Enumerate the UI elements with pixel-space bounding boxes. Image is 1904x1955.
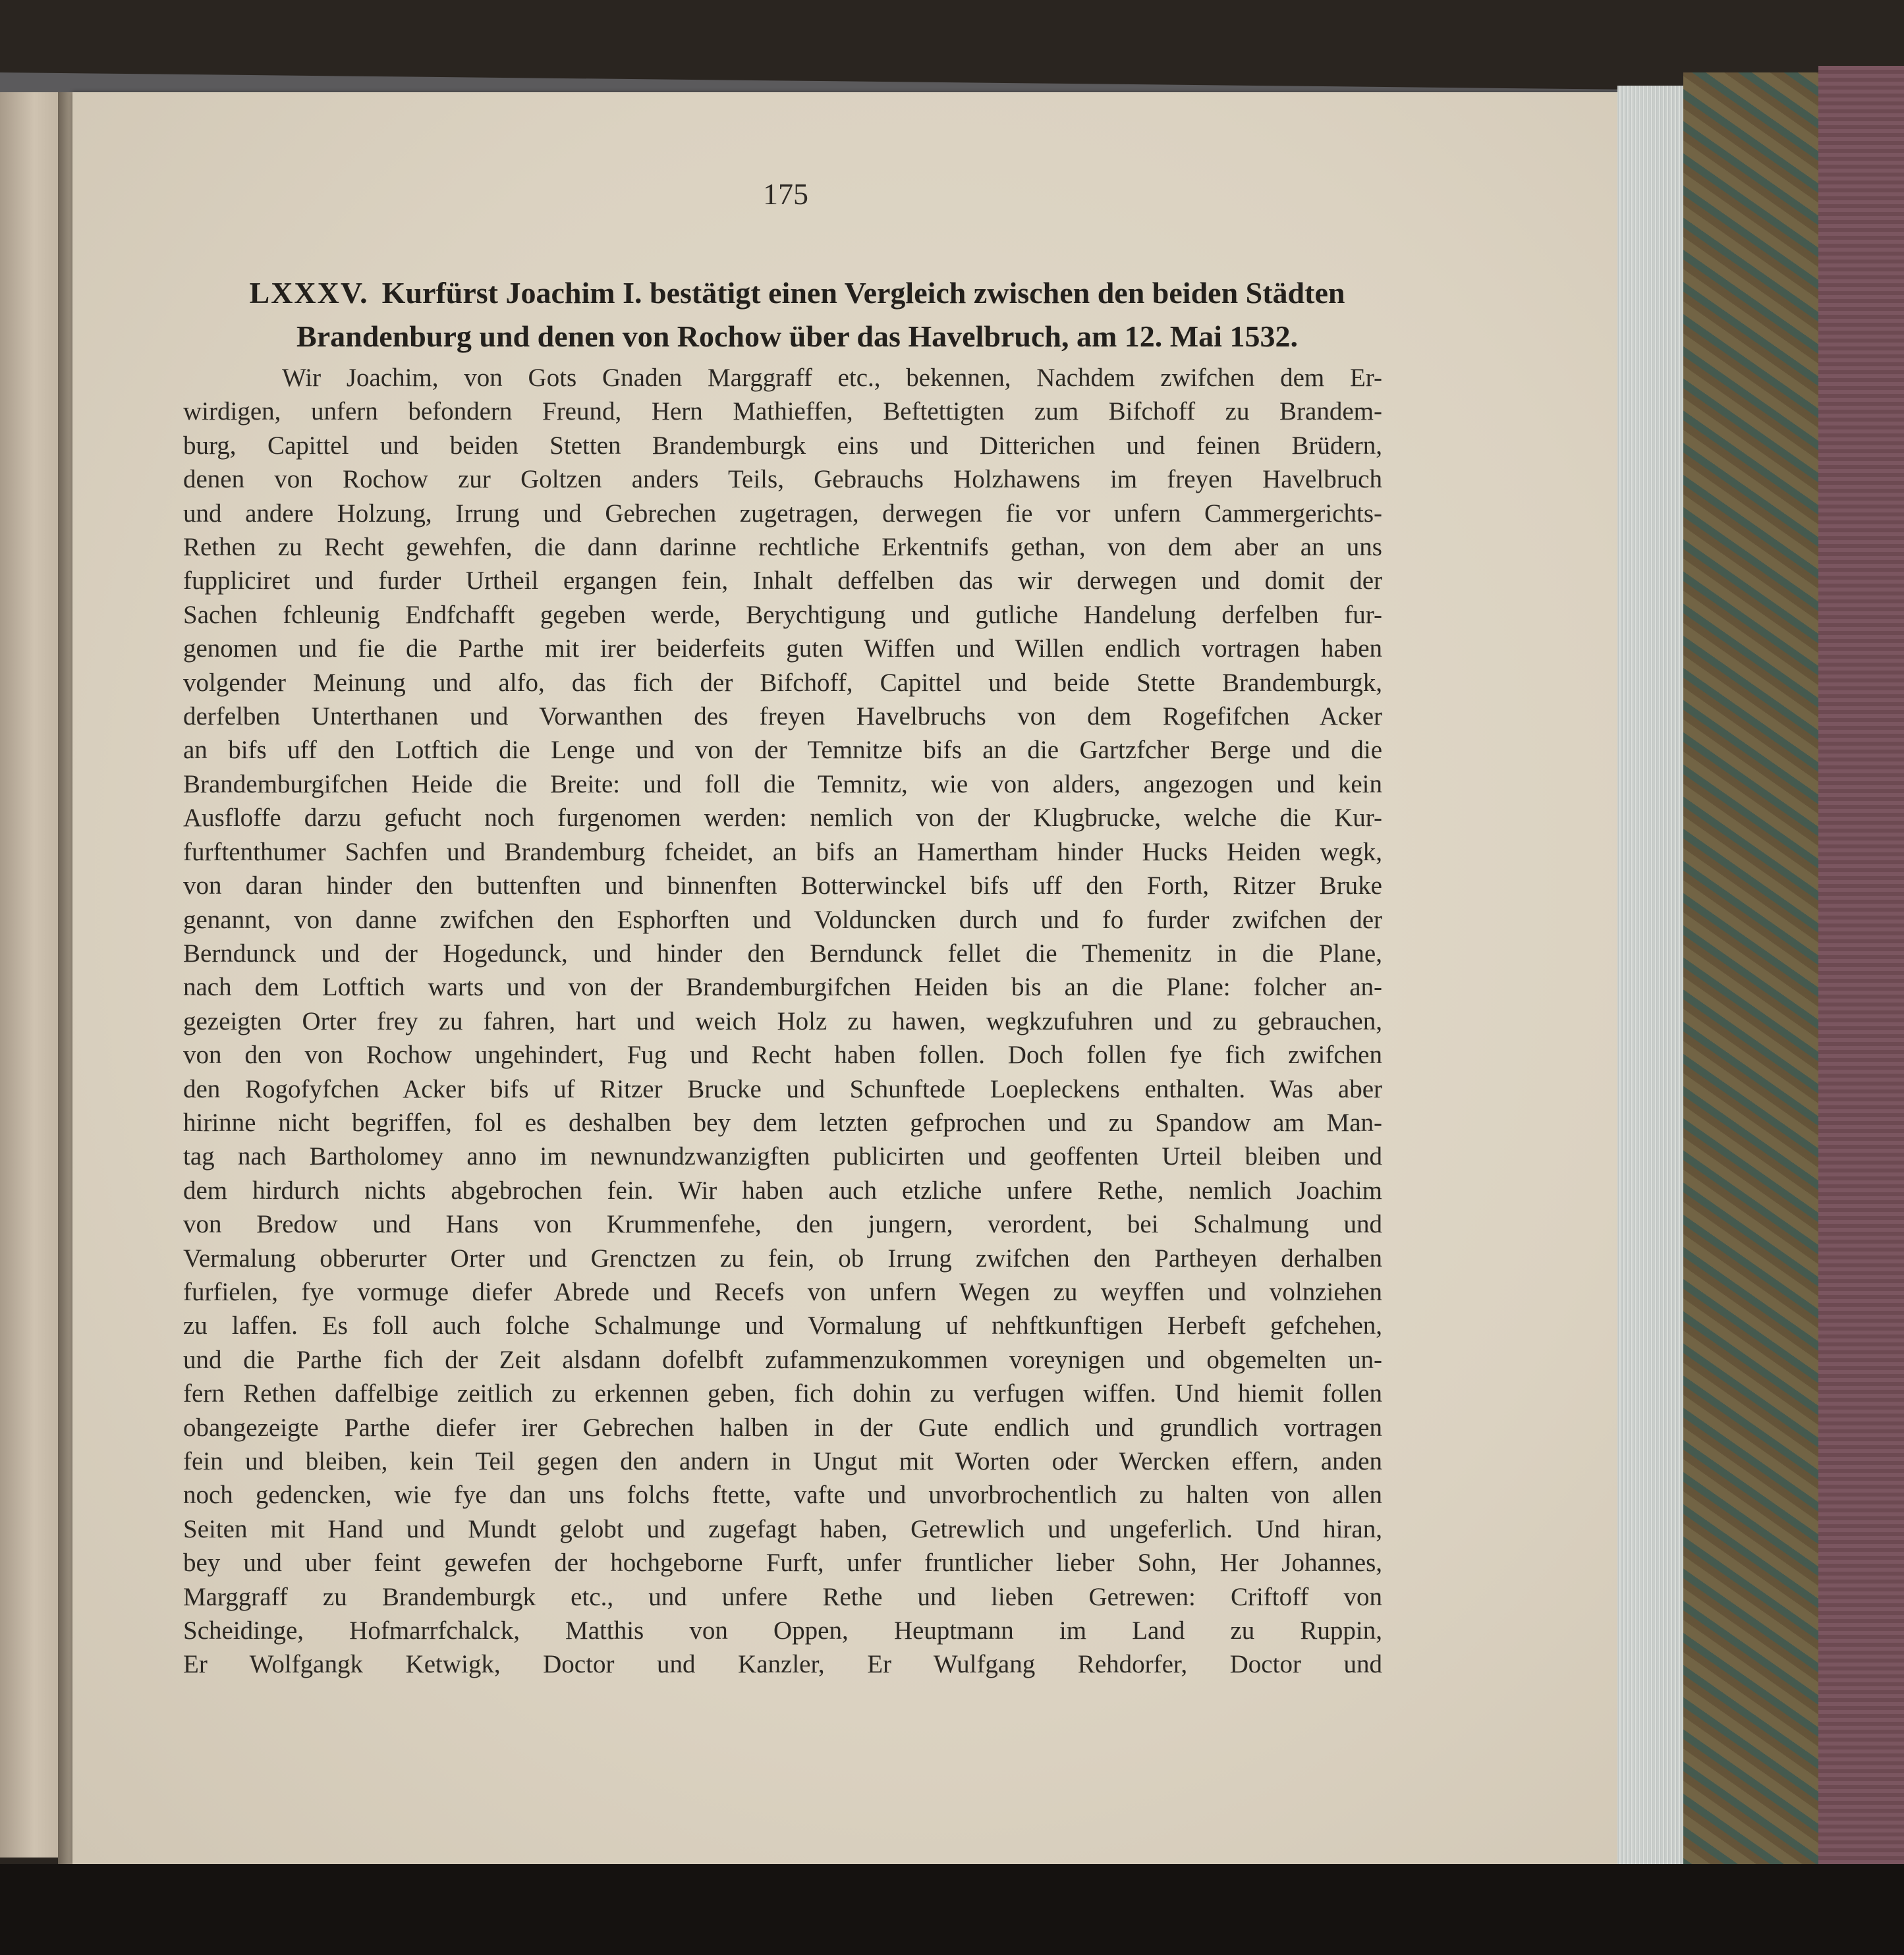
text-line: denen von Rochow zur Goltzen anders Teils, Gebrauchs Holzhawens im freyen Havelbruch [183,465,1382,494]
text-line: dem hirdurch nichts abgebrochen fein. Wir haben auch etzliche unfere Rethe, nemlich Joachim [183,1176,1382,1205]
book-boards [1818,66,1904,1884]
text-line: noch gedencken, wie fye dan uns folchs ftette, vafte und unvorbrochentlich zu halten von allen [183,1481,1382,1510]
text-line: an bifs uff den Lotftich die Lenge und von der Temnitze bifs an die Gartzfcher Berge und die [183,736,1382,765]
background-table [0,1864,1904,1955]
text-line: bey und uber feint gewefen der hochgeborne Furft, unfer fruntlicher lieber Sohn, Her Johannes, [183,1549,1382,1578]
text-line: und andere Holzung, Irrung und Gebrechen zugetragen, derwegen fie vor unfern Cammergerichts- [183,499,1382,528]
text-line: obangezeigte Parthe diefer irer Gebrechen halben in der Gute endlich und grundlich vortragen [183,1413,1382,1442]
text-line: Er Wolfgangk Ketwigk, Doctor und Kanzler, Er Wulfgang Rehdorfer, Doctor und [183,1650,1382,1679]
text-line: Scheidinge, Hofmarrfchalck, Matthis von Oppen, Heuptmann im Land zu Ruppin, [183,1616,1382,1645]
text-line: fein und bleiben, kein Teil gegen den andern in Ungut mit Worten oder Wercken effern, anden [183,1447,1382,1475]
text-line: hirinne nicht begriffen, fol es deshalben bey dem letzten gefprochen und zu Spandow am Man- [183,1108,1382,1137]
text-line: den Rogofyfchen Acker bifs uf Ritzer Brucke und Schunftede Loepleckens enthalten. Was aber [183,1074,1382,1103]
text-line: Vermalung obberurter Orter und Grenctzen zu fein, ob Irrung zwifchen den Partheyen derhalben [183,1244,1382,1273]
heading-title-1: Kurfürst Joachim I. bestätigt einen Vergleich zwischen den beiden Städten [381,276,1345,310]
text-line: wirdigen, unfern befondern Freund, Hern Mathieffen, Beftettigten zum Bifchoff zu Brandem- [183,397,1382,426]
heading-line-2: Brandenburg und denen von Rochow über das Havelbruch, am 12. Mai 1532. [296,319,1298,353]
text-line: und die Parthe fich der Zeit alsdann dofelbft zufammenzukommen voreynigen und obgemelten un- [183,1345,1382,1374]
text-line: derfelben Unterthanen und Vorwanthen des freyen Havelbruchs von dem Rogefifchen Acker [183,702,1382,731]
text-line: tag nach Bartholomey anno im newnundzwanzigften publicirten und geoffenten Urteil bleiben und [183,1142,1382,1171]
text-line: zu laffen. Es foll auch folche Schalmunge und Vormalung uf nehftkunftigen Herbeft gefchehen, [183,1311,1382,1340]
text-line: Marggraff zu Brandemburgk etc., und unfere Rethe und lieben Getrewen: Criftoff von [183,1582,1382,1611]
text-line: genannt, von danne zwifchen den Esphorften und Volduncken durch und fo furder zwifchen der [183,905,1382,934]
text-line: fuppliciret und furder Urtheil ergangen fein, Inhalt deffelben das wir derwegen und domit der [183,566,1382,595]
text-line: burg, Capittel und beiden Stetten Brandemburgk eins und Ditterichen und feinen Brüdern, [183,431,1382,460]
text-line: Berndunck und der Hogedunck, und hinder den Berndunck fellet die Themenitz in die Plane, [183,939,1382,968]
text-line: Ausfloffe darzu gefucht noch furgenomen werden: nemlich von der Klugbrucke, welche die Kur- [183,804,1382,833]
text-line: Brandemburgifchen Heide die Breite: und foll die Temnitz, wie von alders, angezogen und kein [183,769,1382,798]
heading-line-1 [237,271,1357,315]
heading-numeral: LXXXV. [249,276,369,310]
text-line: Sachen fchleunig Endfchafft gegeben werde, Berychtigung und gutliche Handelung derfelben fur- [183,600,1382,629]
text-line: von den von Rochow ungehindert, Fug und Recht haben follen. Doch follen fye fich zwifchen [183,1041,1382,1070]
text-line: fern Rethen daffelbige zeitlich zu erkennen geben, fich dohin zu verfugen wiffen. Und hiemit follen [183,1379,1382,1408]
text-line: Wir Joachim, von Gots Gnaden Marggraff etc., bekennen, Nachdem zwifchen dem Er- [282,364,1382,392]
text-line: von Bredow und Hans von Krummenfehe, den jungern, verordent, bei Schalmung und [183,1210,1382,1239]
page-fore-edge [1617,86,1683,1864]
text-line: Rethen zu Recht gewehfen, die dann darinne rechtliche Erkentnifs gethan, von dem aber an uns [183,533,1382,562]
text-line: furftenthumer Sachfen und Brandemburg fcheidet, an bifs an Hamertham hinder Hucks Heiden wegk, [183,837,1382,866]
marbled-cover-edge [1683,72,1841,1877]
document-heading [237,271,1357,358]
text-line: gezeigten Orter frey zu fahren, hart und weich Holz zu hawen, wegkzufuhren und zu gebrauchen, [183,1006,1382,1035]
text-line: von daran hinder den buttenften und binnenften Botterwinckel bifs uff den Forth, Ritzer Bruke [183,871,1382,900]
page-number: 175 [763,177,808,211]
text-line: volgender Meinung und alfo, das fich der Bifchoff, Capittel und beide Stette Brandemburgk, [183,668,1382,697]
text-line: genomen und fie die Parthe mit irer beiderfeits guten Wiffen und Willen endlich vortragen haben [183,634,1382,663]
left-page-edge [0,92,63,1858]
document-body [183,361,1382,1682]
text-line: nach dem Lotftich warts und von der Brandemburgifchen Heiden bis an die Plane: folcher an- [183,973,1382,1002]
text-line: furfielen, fye vormuge diefer Abrede und Recefs von unfern Wegen zu weyffen und volnziehen [183,1277,1382,1306]
text-line: Seiten mit Hand und Mundt gelobt und zugefagt haben, Getrewlich und ungeferlich. Und hiran, [183,1514,1382,1543]
